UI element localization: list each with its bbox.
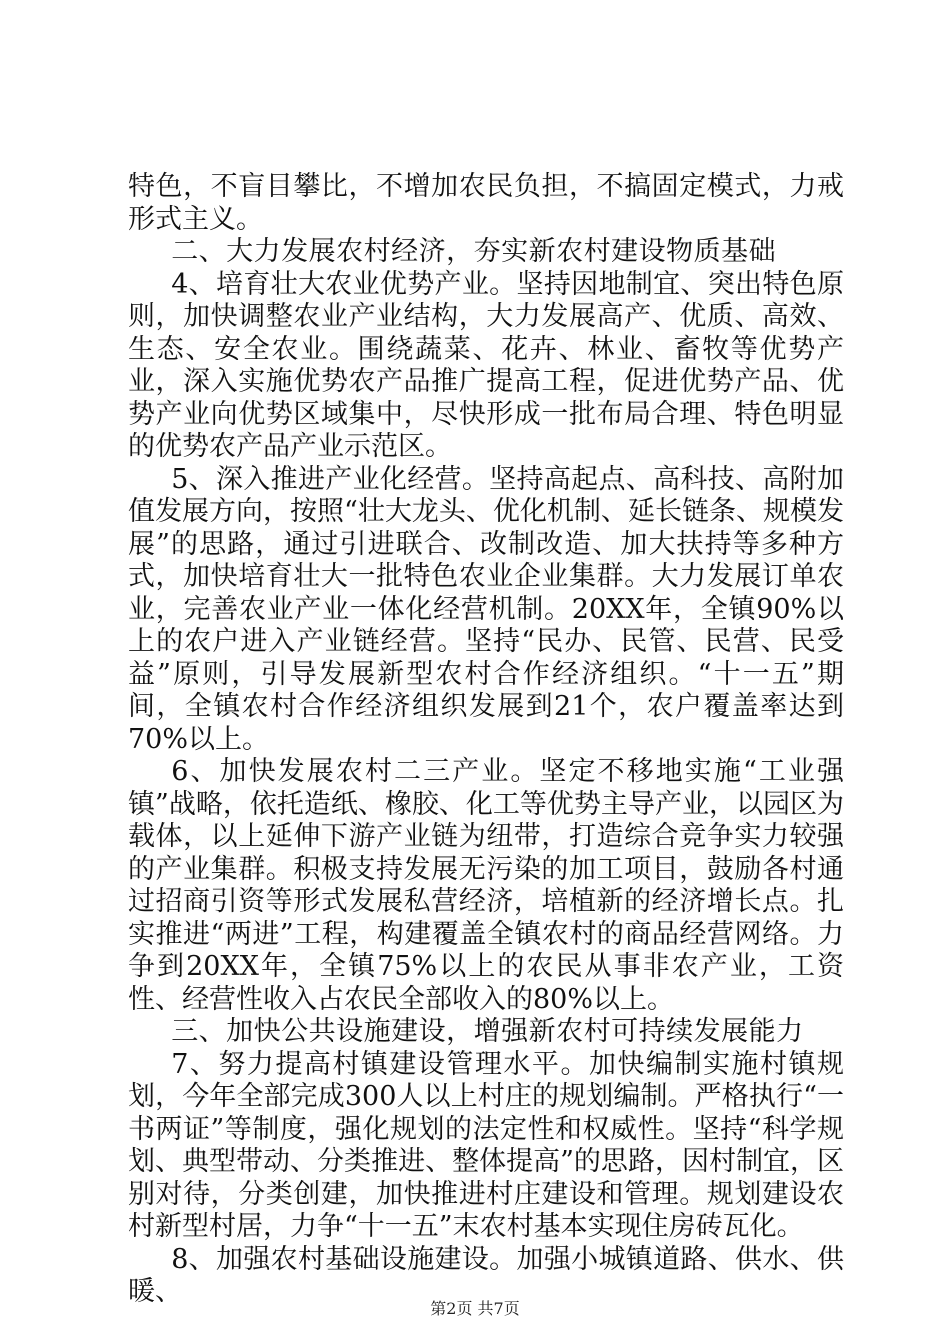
paragraph-item-8: 8、加强农村基础设施建设。加强小城镇道路、供水、供暖、 xyxy=(128,1243,844,1307)
paragraph-item-5: 5、深入推进产业化经营。坚持高起点、高科技、高附加值发展方向，按照“壮大龙头、优化机制、延长链条、规模发展”的思路，通过引进联合、改制改造、加大扶持等多种方式，加快培育壮大一批特色农业企业集群。大力发展订单农业，完善农业产业一体化经营机制。20XX年，全镇90%以上的农户进入产业链经营。坚持“民办、民管、民营、民受益”原则，引导发展新型农村合作经济组织。“十一五”期间，全镇农村合作经济组织发展到21个，农户覆盖率达到70%以上。 xyxy=(128,463,844,755)
paragraph-item-7: 7、努力提高村镇建设管理水平。加快编制实施村镇规划，今年全部完成300人以上村庄的规划编制。严格执行“一书两证”等制度，强化规划的法定性和权威性。坚持“科学规划、典型带动、分类推进、整体提高”的思路，因村制宜，区别对待，分类创建，加快推进村庄建设和管理。规划建设农村新型村居，力争“十一五”末农村基本实现住房砖瓦化。 xyxy=(128,1048,844,1242)
section-heading-3: 三、加快公共设施建设，增强新农村可持续发展能力 xyxy=(171,1016,804,1047)
paragraph-item-4: 4、培育壮大农业优势产业。坚持因地制宜、突出特色原则，加快调整农业产业结构，大力发展高产、优质、高效、生态、安全农业。围绕蔬菜、花卉、林业、畜牧等优势产业，深入实施优势农产品推广提高工程，促进优势产品、优势产业向优势区域集中，尽快形成一批布局合理、特色明显的优势农产品产业示范区。 xyxy=(128,268,844,462)
paragraph-item-6: 6、加快发展农村二三产业。坚定不移地实施“工业强镇”战略，依托造纸、橡胶、化工等优势主导产业，以园区为载体，以上延伸下游产业链为纽带，打造综合竞争实力较强的产业集群。积极支持发展无污染的加工项目，鼓励各村通过招商引资等形式发展私营经济，培植新的经济增长点。扎实推进“两进”工程，构建覆盖全镇农村的商品经营网络。力争到20XX年，全镇75%以上的农民从事非农产业，工资性、经营性收入占农民全部收入的80%以上。 xyxy=(128,756,844,1015)
section-heading-2: 二、大力发展农村经济，夯实新农村建设物质基础 xyxy=(171,236,777,267)
paragraph-continuation: 特色，不盲目攀比，不增加农民负担，不搞固定模式，力戒形式主义。 xyxy=(128,171,844,235)
page-number-footer: 第2页 共7页 xyxy=(430,1299,520,1318)
document-body xyxy=(128,171,844,1309)
